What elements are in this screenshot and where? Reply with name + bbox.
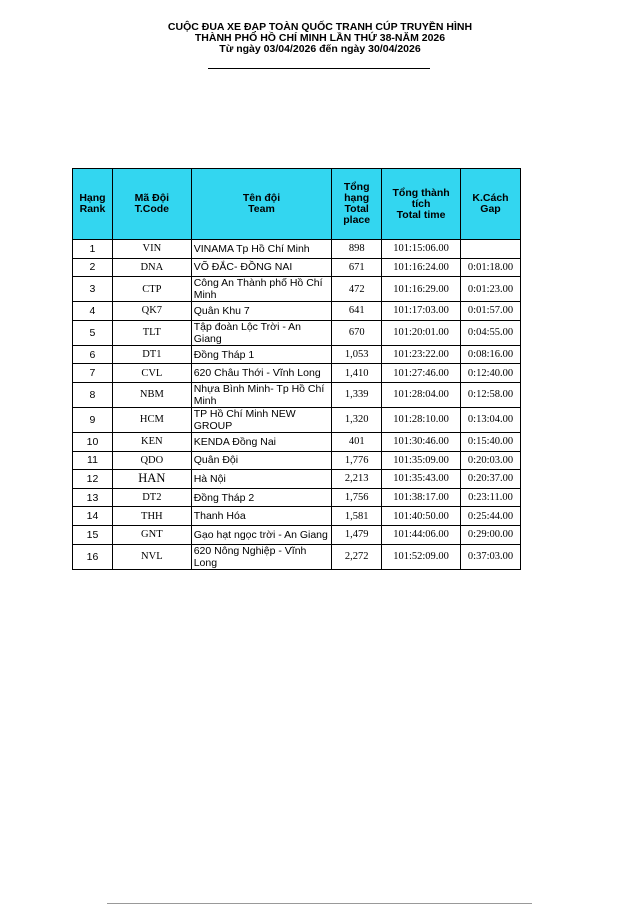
total-place-cell: 1,410 xyxy=(332,364,382,383)
team-code-cell: QDO xyxy=(112,451,191,470)
table-row xyxy=(73,320,521,345)
rank-cell: 8 xyxy=(73,382,113,407)
table-row xyxy=(73,544,521,569)
team-code-cell: THH xyxy=(112,507,191,526)
gap-cell: 0:29:00.00 xyxy=(461,525,521,544)
team-name-cell: 620 Nông Nghiệp - Vĩnh Long xyxy=(191,544,332,569)
team-name-cell: 620 Châu Thới - Vĩnh Long xyxy=(191,364,332,383)
total-time-cell: 101:35:09.00 xyxy=(382,451,461,470)
total-time-cell: 101:15:06.00 xyxy=(382,240,461,259)
total-place-cell: 1,756 xyxy=(332,488,382,507)
gap-cell: 0:01:18.00 xyxy=(461,258,521,277)
total-place-cell: 1,320 xyxy=(332,407,382,432)
gap-cell: 0:23:11.00 xyxy=(461,488,521,507)
team-name-cell: Tập đoàn Lộc Trời - An Giang xyxy=(191,320,332,345)
total-place-cell: 641 xyxy=(332,302,382,321)
gap-cell: 0:15:40.00 xyxy=(461,432,521,451)
total-place-cell: 2,272 xyxy=(332,544,382,569)
team-code-cell: CVL xyxy=(112,364,191,383)
team-code-cell: DT1 xyxy=(112,345,191,364)
team-name-cell: Công An Thành phố Hồ Chí Minh xyxy=(191,277,332,302)
rank-cell: 3 xyxy=(73,277,113,302)
gap-cell: 0:01:23.00 xyxy=(461,277,521,302)
table-row xyxy=(73,470,521,489)
team-name-cell: Nhựa Bình Minh- Tp Hồ Chí Minh xyxy=(191,382,332,407)
header-time: Tổng thành tích Total time xyxy=(382,169,461,240)
team-name-cell: Đồng Tháp 2 xyxy=(191,488,332,507)
team-name-cell: Gạo hạt ngọc trời - An Giang xyxy=(191,525,332,544)
table-row xyxy=(73,277,521,302)
gap-cell: 0:37:03.00 xyxy=(461,544,521,569)
gap-cell: 0:25:44.00 xyxy=(461,507,521,526)
total-time-cell: 101:30:46.00 xyxy=(382,432,461,451)
header-code: Mã Đội T.Code xyxy=(112,169,191,240)
table-row xyxy=(73,364,521,383)
total-place-cell: 898 xyxy=(332,240,382,259)
rank-cell: 9 xyxy=(73,407,113,432)
total-place-cell: 2,213 xyxy=(332,470,382,489)
total-time-cell: 101:28:04.00 xyxy=(382,382,461,407)
footer-rule xyxy=(107,903,532,904)
total-place-cell: 1,776 xyxy=(332,451,382,470)
rank-cell: 16 xyxy=(73,544,113,569)
document-title xyxy=(0,22,640,55)
total-place-cell: 670 xyxy=(332,320,382,345)
total-place-cell: 472 xyxy=(332,277,382,302)
total-time-cell: 101:52:09.00 xyxy=(382,544,461,569)
team-code-cell: HAN xyxy=(112,470,191,489)
total-time-cell: 101:44:06.00 xyxy=(382,525,461,544)
gap-cell: 0:20:37.00 xyxy=(461,470,521,489)
team-code-cell: QK7 xyxy=(112,302,191,321)
gap-cell: 0:12:40.00 xyxy=(461,364,521,383)
rank-cell: 6 xyxy=(73,345,113,364)
gap-cell: 0:08:16.00 xyxy=(461,345,521,364)
gap-cell: 0:20:03.00 xyxy=(461,451,521,470)
results-table xyxy=(72,168,521,570)
table-row xyxy=(73,432,521,451)
team-name-cell: Quân Khu 7 xyxy=(191,302,332,321)
total-time-cell: 101:20:01.00 xyxy=(382,320,461,345)
total-place-cell: 1,053 xyxy=(332,345,382,364)
gap-cell: 0:04:55.00 xyxy=(461,320,521,345)
table-row xyxy=(73,302,521,321)
title-line-3: Từ ngày 03/04/2026 đến ngày 30/04/2026 xyxy=(219,43,421,55)
gap-cell: 0:13:04.00 xyxy=(461,407,521,432)
table-row xyxy=(73,451,521,470)
rank-cell: 14 xyxy=(73,507,113,526)
table-row xyxy=(73,407,521,432)
team-name-cell: Thanh Hóa xyxy=(191,507,332,526)
team-code-cell: VIN xyxy=(112,240,191,259)
table-row xyxy=(73,382,521,407)
team-name-cell: VÕ ĐẮC- ĐỒNG NAI xyxy=(191,258,332,277)
table-row xyxy=(73,525,521,544)
header-rank: Hạng Rank xyxy=(73,169,113,240)
team-code-cell: CTP xyxy=(112,277,191,302)
total-time-cell: 101:28:10.00 xyxy=(382,407,461,432)
rank-cell: 4 xyxy=(73,302,113,321)
team-code-cell: GNT xyxy=(112,525,191,544)
rank-cell: 12 xyxy=(73,470,113,489)
rank-cell: 2 xyxy=(73,258,113,277)
title-line-1: CUỘC ĐUA XE ĐẠP TOÀN QUỐC TRANH CÚP TRUYỀN HÌNH xyxy=(167,21,473,33)
total-time-cell: 101:23:22.00 xyxy=(382,345,461,364)
gap-cell: 0:01:57.00 xyxy=(461,302,521,321)
total-place-cell: 671 xyxy=(332,258,382,277)
total-time-cell: 101:35:43.00 xyxy=(382,470,461,489)
total-place-cell: 1,479 xyxy=(332,525,382,544)
rank-cell: 10 xyxy=(73,432,113,451)
total-time-cell: 101:16:29.00 xyxy=(382,277,461,302)
team-name-cell: Quân Đội xyxy=(191,451,332,470)
team-code-cell: DNA xyxy=(112,258,191,277)
gap-cell xyxy=(461,240,521,259)
table-header-row xyxy=(73,169,521,240)
total-place-cell: 1,581 xyxy=(332,507,382,526)
team-name-cell: Hà Nội xyxy=(191,470,332,489)
total-place-cell: 1,339 xyxy=(332,382,382,407)
header-gap: K.Cách Gap xyxy=(461,169,521,240)
team-code-cell: TLT xyxy=(112,320,191,345)
rank-cell: 11 xyxy=(73,451,113,470)
table-row xyxy=(73,488,521,507)
team-name-cell: VINAMA Tp Hồ Chí Minh xyxy=(191,240,332,259)
total-time-cell: 101:16:24.00 xyxy=(382,258,461,277)
total-place-cell: 401 xyxy=(332,432,382,451)
rank-cell: 15 xyxy=(73,525,113,544)
total-time-cell: 101:17:03.00 xyxy=(382,302,461,321)
header-place: Tổng hạng Total place xyxy=(332,169,382,240)
team-name-cell: KENDA Đồng Nai xyxy=(191,432,332,451)
rank-cell: 7 xyxy=(73,364,113,383)
team-name-cell: TP Hồ Chí Minh NEW GROUP xyxy=(191,407,332,432)
header-team: Tên đội Team xyxy=(191,169,332,240)
table-row xyxy=(73,240,521,259)
total-time-cell: 101:40:50.00 xyxy=(382,507,461,526)
total-time-cell: 101:27:46.00 xyxy=(382,364,461,383)
title-underline xyxy=(208,68,430,69)
table-row xyxy=(73,345,521,364)
rank-cell: 5 xyxy=(73,320,113,345)
title-line-2: THÀNH PHỐ HỒ CHÍ MINH LẦN THỨ 38-NĂM 2026 xyxy=(194,32,446,44)
team-code-cell: NBM xyxy=(112,382,191,407)
rank-cell: 1 xyxy=(73,240,113,259)
total-time-cell: 101:38:17.00 xyxy=(382,488,461,507)
team-code-cell: KEN xyxy=(112,432,191,451)
gap-cell: 0:12:58.00 xyxy=(461,382,521,407)
table-row xyxy=(73,507,521,526)
rank-cell: 13 xyxy=(73,488,113,507)
team-code-cell: DT2 xyxy=(112,488,191,507)
team-code-cell: HCM xyxy=(112,407,191,432)
team-code-cell: NVL xyxy=(112,544,191,569)
table-row xyxy=(73,258,521,277)
team-name-cell: Đồng Tháp 1 xyxy=(191,345,332,364)
